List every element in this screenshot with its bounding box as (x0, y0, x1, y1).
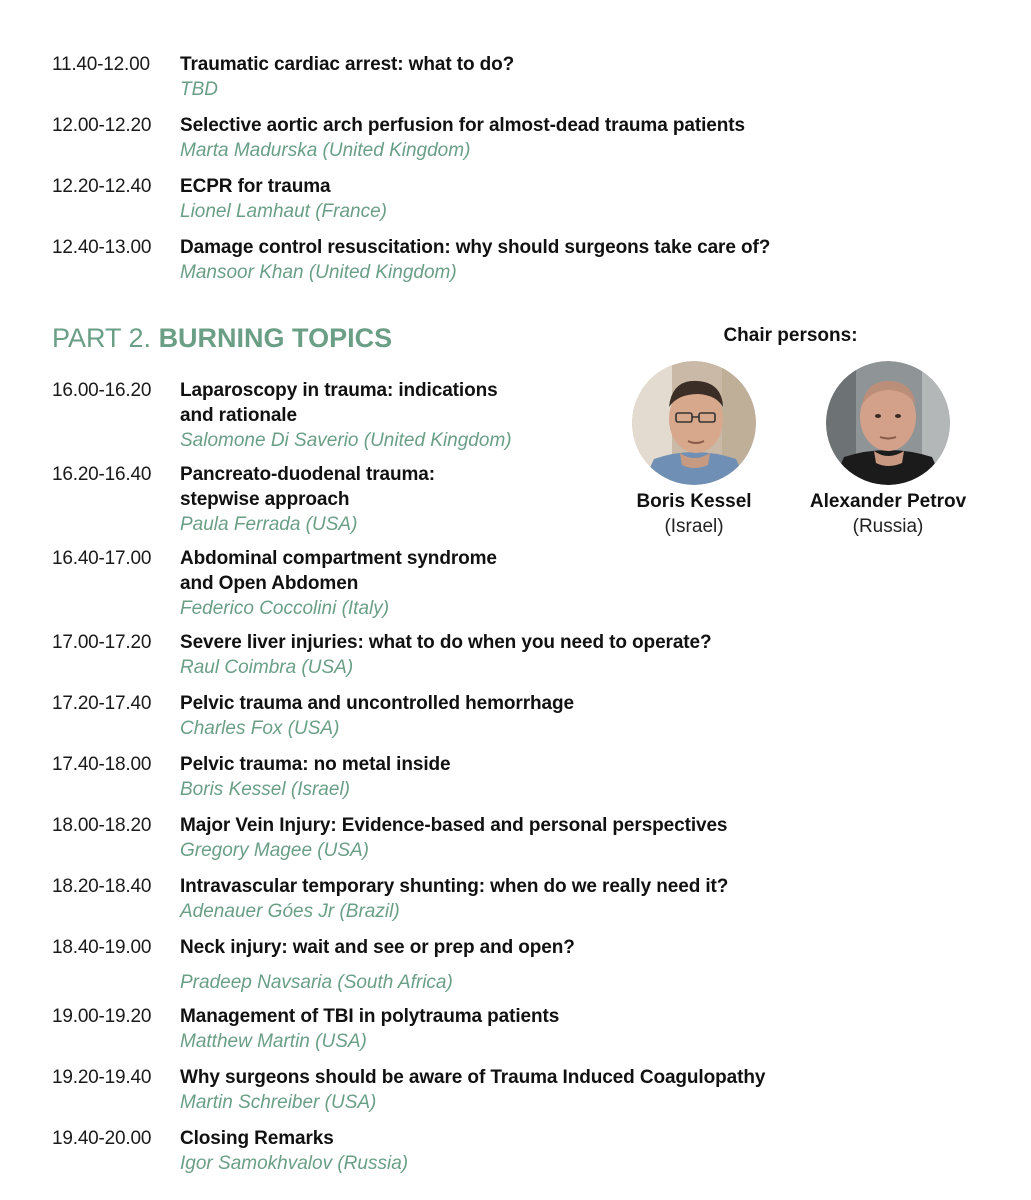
session-item (52, 462, 992, 537)
chair-persons-title: Chair persons: (723, 325, 858, 346)
session-title: Severe liver injuries: what to do when you need to operate? (180, 632, 712, 653)
session-item (52, 113, 992, 165)
chair-person-name: Boris Kessel (636, 491, 752, 512)
chair-person-country: (Russia) (852, 516, 924, 537)
session-speaker: Matthew Martin (USA) (180, 1031, 367, 1052)
session-title: Why surgeons should be aware of Trauma Induced Coagulopathy (180, 1067, 766, 1088)
session-item (52, 546, 992, 621)
session-item (52, 174, 992, 226)
session-time: 18.20-18.40 (52, 876, 152, 897)
session-item (52, 235, 992, 287)
session-item (52, 935, 992, 995)
session-speaker: Charles Fox (USA) (180, 718, 340, 739)
part2-heading-prefix: PART 2. (52, 323, 159, 353)
session-title: Pelvic trauma and uncontrolled hemorrhage (180, 693, 574, 714)
session-title: Selective aortic arch perfusion for almost-dead trauma patients (180, 115, 745, 136)
session-title-line: and rationale (180, 405, 297, 426)
part2-heading-title: BURNING TOPICS (158, 323, 393, 353)
chair-person-country: (Israel) (664, 516, 724, 537)
session-item (52, 1126, 992, 1178)
session-time: 16.00-16.20 (52, 380, 152, 401)
session-speaker: Marta Madurska (United Kingdom) (180, 140, 471, 161)
session-item (52, 630, 992, 682)
session-title: Pelvic trauma: no metal inside (180, 754, 451, 775)
session-time: 18.40-19.00 (52, 937, 152, 958)
session-item (52, 874, 992, 926)
session-time: 17.20-17.40 (52, 693, 152, 714)
session-title: Damage control resuscitation: why should surgeons take care of? (180, 237, 771, 258)
part2-session-list (52, 378, 992, 1187)
session-title: ECPR for trauma (180, 176, 331, 197)
session-title-line: Abdominal compartment syndrome (180, 548, 497, 569)
session-item (52, 1065, 992, 1117)
session-title-line: stepwise approach (180, 489, 350, 510)
session-time: 17.00-17.20 (52, 632, 152, 653)
session-title-line: and Open Abdomen (180, 573, 359, 594)
session-speaker: Martin Schreiber (USA) (180, 1092, 377, 1113)
session-title: Neck injury: wait and see or prep and open? (180, 937, 575, 958)
session-speaker: TBD (180, 79, 218, 100)
session-time: 19.20-19.40 (52, 1067, 152, 1088)
session-speaker: Federico Coccolini (Italy) (180, 598, 390, 619)
part1-session-list (52, 52, 992, 296)
session-item (52, 1004, 992, 1056)
session-title: Closing Remarks (180, 1128, 334, 1149)
session-speaker: Igor Samokhvalov (Russia) (180, 1153, 409, 1174)
session-speaker: Boris Kessel (Israel) (180, 779, 350, 800)
session-item (52, 691, 992, 743)
session-item (52, 378, 992, 453)
session-item (52, 52, 992, 104)
session-title-line: Laparoscopy in trauma: indications (180, 380, 498, 401)
session-speaker: Adenauer Góes Jr (Brazil) (180, 901, 400, 922)
session-time: 17.40-18.00 (52, 754, 152, 775)
session-time: 12.40-13.00 (52, 237, 152, 258)
session-time: 19.40-20.00 (52, 1128, 152, 1149)
session-item (52, 813, 992, 865)
session-time: 18.00-18.20 (52, 815, 152, 836)
session-speaker: Gregory Magee (USA) (180, 840, 370, 861)
session-time: 11.40-12.00 (52, 54, 150, 75)
session-time: 19.00-19.20 (52, 1006, 152, 1027)
session-title-line: Pancreato-duodenal trauma: (180, 464, 436, 485)
part2-heading (52, 322, 392, 354)
session-item (52, 752, 992, 804)
session-time: 12.00-12.20 (52, 115, 152, 136)
session-title: Traumatic cardiac arrest: what to do? (180, 54, 515, 75)
session-title: Management of TBI in polytrauma patients (180, 1006, 560, 1027)
session-speaker: Paula Ferrada (USA) (180, 514, 358, 535)
session-speaker: Salomone Di Saverio (United Kingdom) (180, 430, 512, 451)
session-time: 12.20-12.40 (52, 176, 152, 197)
session-time: 16.40-17.00 (52, 548, 152, 569)
session-time: 16.20-16.40 (52, 464, 152, 485)
session-speaker: Raul Coimbra (USA) (180, 657, 354, 678)
session-title: Major Vein Injury: Evidence-based and personal perspectives (180, 815, 728, 836)
session-speaker: Pradeep Navsaria (South Africa) (180, 972, 453, 993)
session-title: Intravascular temporary shunting: when do we really need it? (180, 876, 729, 897)
chair-person-name: Alexander Petrov (809, 491, 967, 512)
session-speaker: Lionel Lamhaut (France) (180, 201, 387, 222)
session-speaker: Mansoor Khan (United Kingdom) (180, 262, 457, 283)
